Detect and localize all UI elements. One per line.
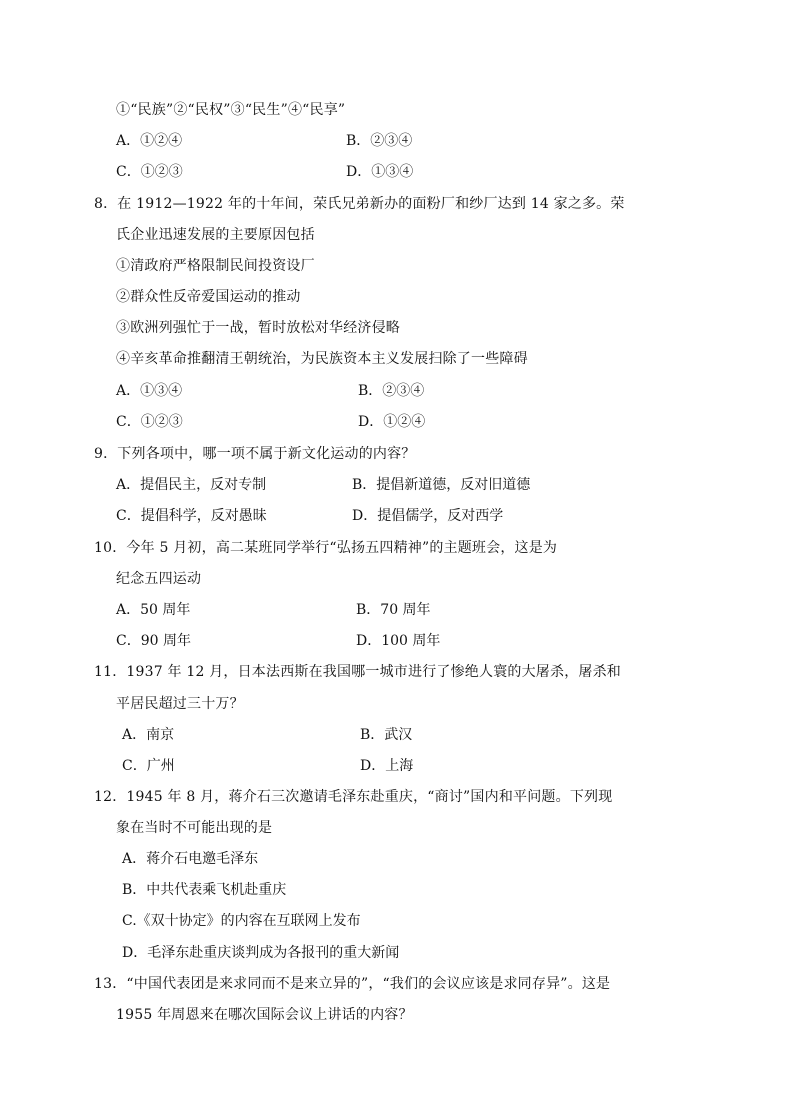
q12-option-a: A．蒋介石电邀毛泽东 — [122, 851, 259, 867]
q8-item-3: ③欧洲列强忙于一战，暂时放松对华经济侵略 — [116, 320, 400, 336]
q11-option-a: A．南京 — [122, 727, 175, 743]
q12-option-d: D．毛泽东赴重庆谈判成为各报刊的重大新闻 — [122, 945, 400, 961]
q13-stem-line1: 13．“中国代表团是来求同而不是来立异的”，“我们的会议应该是求同存异”。这是 — [94, 976, 611, 992]
q11-stem-line2: 平居民超过三十万？ — [116, 696, 244, 712]
q10-option-c: C．90 周年 — [116, 633, 191, 649]
q8-item-1: ①清政府严格限制民间投资设厂 — [116, 258, 315, 274]
q8-option-d: D．①②④ — [358, 414, 426, 430]
q12-stem-line2: 象在当时不可能出现的是 — [116, 820, 273, 836]
q11-option-d: D．上海 — [360, 758, 414, 774]
q8-item-2: ②群众性反帝爱国运动的推动 — [116, 289, 301, 305]
q7-option-d: D．①③④ — [346, 164, 414, 180]
q12-option-b: B．中共代表乘飞机赴重庆 — [122, 882, 287, 898]
q10-option-a: A．50 周年 — [116, 602, 191, 618]
q8-option-a: A．①③④ — [116, 383, 183, 399]
q9-option-d: D．提倡儒学，反对西学 — [352, 508, 504, 524]
q10-option-b: B．70 周年 — [356, 602, 431, 618]
q8-stem-line2: 氏企业迅速发展的主要原因包括 — [116, 227, 315, 243]
q11-option-b: B．武汉 — [360, 727, 413, 743]
q9-option-c: C．提倡科学，反对愚昧 — [116, 508, 267, 524]
q8-option-c: C．①②③ — [116, 414, 183, 430]
q7-items-line: ①“民族”②“民权”③“民生”④“民享” — [116, 102, 346, 118]
q7-option-a: A．①②④ — [116, 133, 183, 149]
q7-option-b: B．②③④ — [346, 133, 413, 149]
q10-option-d: D．100 周年 — [356, 633, 441, 649]
q10-stem-line2: 纪念五四运动 — [116, 571, 202, 587]
q12-option-c: C.《双十协定》的内容在互联网上发布 — [122, 913, 361, 929]
q11-stem-line1: 11．1937 年 12 月，日本法西斯在我国哪一城市进行了惨绝人寰的大屠杀，屠杀和 — [94, 664, 622, 680]
q8-option-b: B．②③④ — [358, 383, 425, 399]
q11-option-c: C．广州 — [122, 758, 175, 774]
q7-option-c: C．①②③ — [116, 164, 183, 180]
q8-item-4: ④辛亥革命推翻清王朝统治，为民族资本主义发展扫除了一些障碍 — [116, 351, 528, 367]
q10-stem-line1: 10．今年 5 月初，高二某班同学举行“弘扬五四精神”的主题班会，这是为 — [94, 540, 558, 556]
q9-stem: 9．下列各项中，哪一项不属于新文化运动的内容？ — [94, 446, 416, 462]
q13-stem-line2: 1955 年周恩来在哪次国际会议上讲话的内容？ — [116, 1007, 413, 1023]
q9-option-a: A．提倡民主，反对专制 — [116, 477, 267, 493]
q9-option-b: B．提倡新道德，反对旧道德 — [352, 477, 531, 493]
q8-stem-line1: 8．在 1912—1922 年的十年间，荣氏兄弟新办的面粉厂和纱厂达到 14 家之多。荣 — [94, 196, 625, 212]
q12-stem-line1: 12．1945 年 8 月，蒋介石三次邀请毛泽东赴重庆，“商讨”国内和平问题。下列现 — [94, 789, 613, 805]
